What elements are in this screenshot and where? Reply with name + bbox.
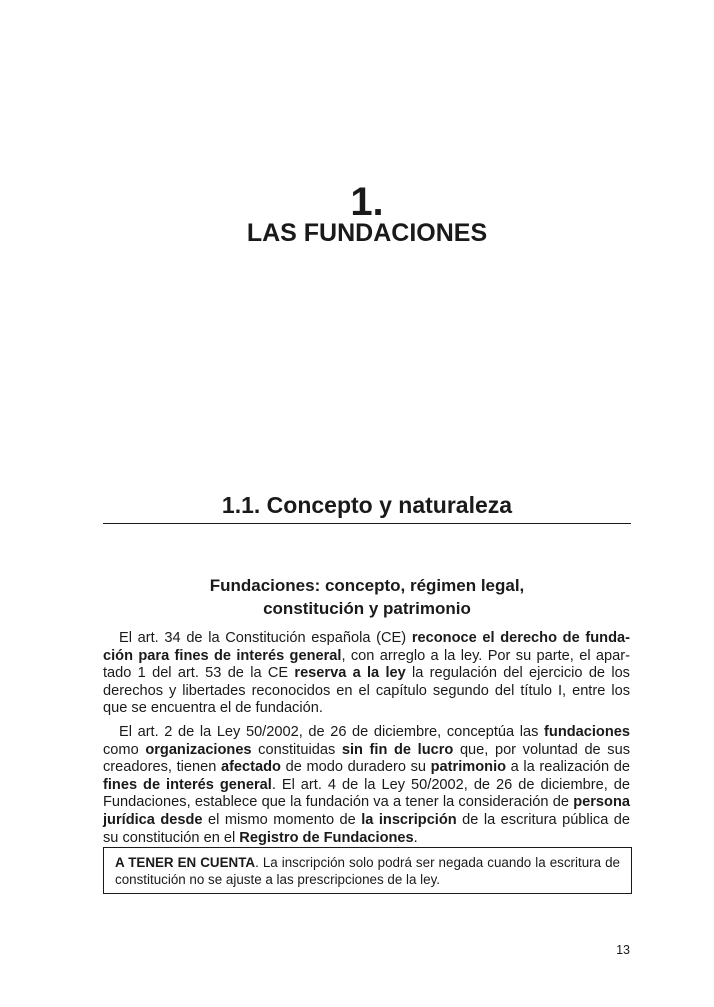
section-divider	[103, 523, 631, 524]
chapter-number: 1.	[350, 180, 384, 224]
paragraph-constitution	[103, 630, 630, 718]
note-text: . La inscripción solo podrá ser negada cuando la escritura de constitución no se ajuste a las prescripciones de la ley.	[115, 855, 620, 887]
paragraph-text: de modo duradero su	[280, 759, 431, 776]
paragraph-text: El art. 34 de la Constitución española (CE)	[119, 630, 412, 646]
paragraph-law-50-2002	[103, 724, 630, 847]
subsection-title-line2: constitución y patrimonio	[263, 599, 471, 618]
paragraph-text: como	[103, 741, 146, 758]
emphasis-text: patrimonio	[430, 759, 507, 776]
emphasis-text: reserva a la ley	[294, 665, 406, 682]
paragraph-text: . El art. 4 de la Ley 50/2002, de 26 de diciembre, de Fundaciones, establece que la fundación va a tener la consideración de	[103, 776, 630, 811]
note-label: A TENER EN CUENTA	[115, 855, 256, 870]
body-text	[103, 630, 630, 853]
chapter-title: LAS FUNDACIONES	[246, 219, 488, 247]
paragraph-text: , con arreglo a la ley. Por su parte, el apartado 1 del art. 53 de la CE	[103, 647, 631, 682]
emphasis-text: sin fin de lucro	[341, 741, 454, 758]
subsection-title	[103, 574, 631, 620]
paragraph-text: .	[413, 829, 418, 846]
paragraph-text: constituidas	[251, 741, 342, 758]
paragraph-text: el mismo momento de	[202, 811, 362, 828]
paragraph-text: El art. 2 de la Ley 50/2002, de 26 de diciembre, conceptúa las	[119, 723, 545, 740]
emphasis-text: la inscripción	[361, 811, 457, 828]
paragraph-text: de la escritura pública de su constitución en el	[103, 811, 631, 846]
emphasis-text: fundaciones	[544, 723, 630, 740]
emphasis-text: fines de interés general	[103, 776, 272, 793]
subsection-title-line1: Fundaciones: concepto, régimen legal,	[209, 576, 525, 595]
page-number: 13	[616, 943, 630, 957]
emphasis-text: reconoce el derecho de fundación para fines de interés general	[103, 630, 630, 664]
emphasis-text: persona jurídica desde	[103, 794, 630, 828]
emphasis-text: organizaciones	[145, 741, 252, 758]
paragraph-text: a la realización de	[506, 759, 630, 776]
note-box	[103, 847, 632, 894]
section-title: 1.1. Concepto y naturaleza	[221, 492, 513, 518]
paragraph-text: la regulación del ejercicio de los derechos y libertades reconocidos en el capítulo segundo del título I, entre los que se encuentra el de fundación.	[103, 665, 630, 717]
paragraph-text: que, por voluntad de sus creadores, tienen	[103, 741, 630, 776]
emphasis-text: Registro de Fundaciones	[239, 829, 414, 846]
emphasis-text: afectado	[220, 759, 281, 776]
